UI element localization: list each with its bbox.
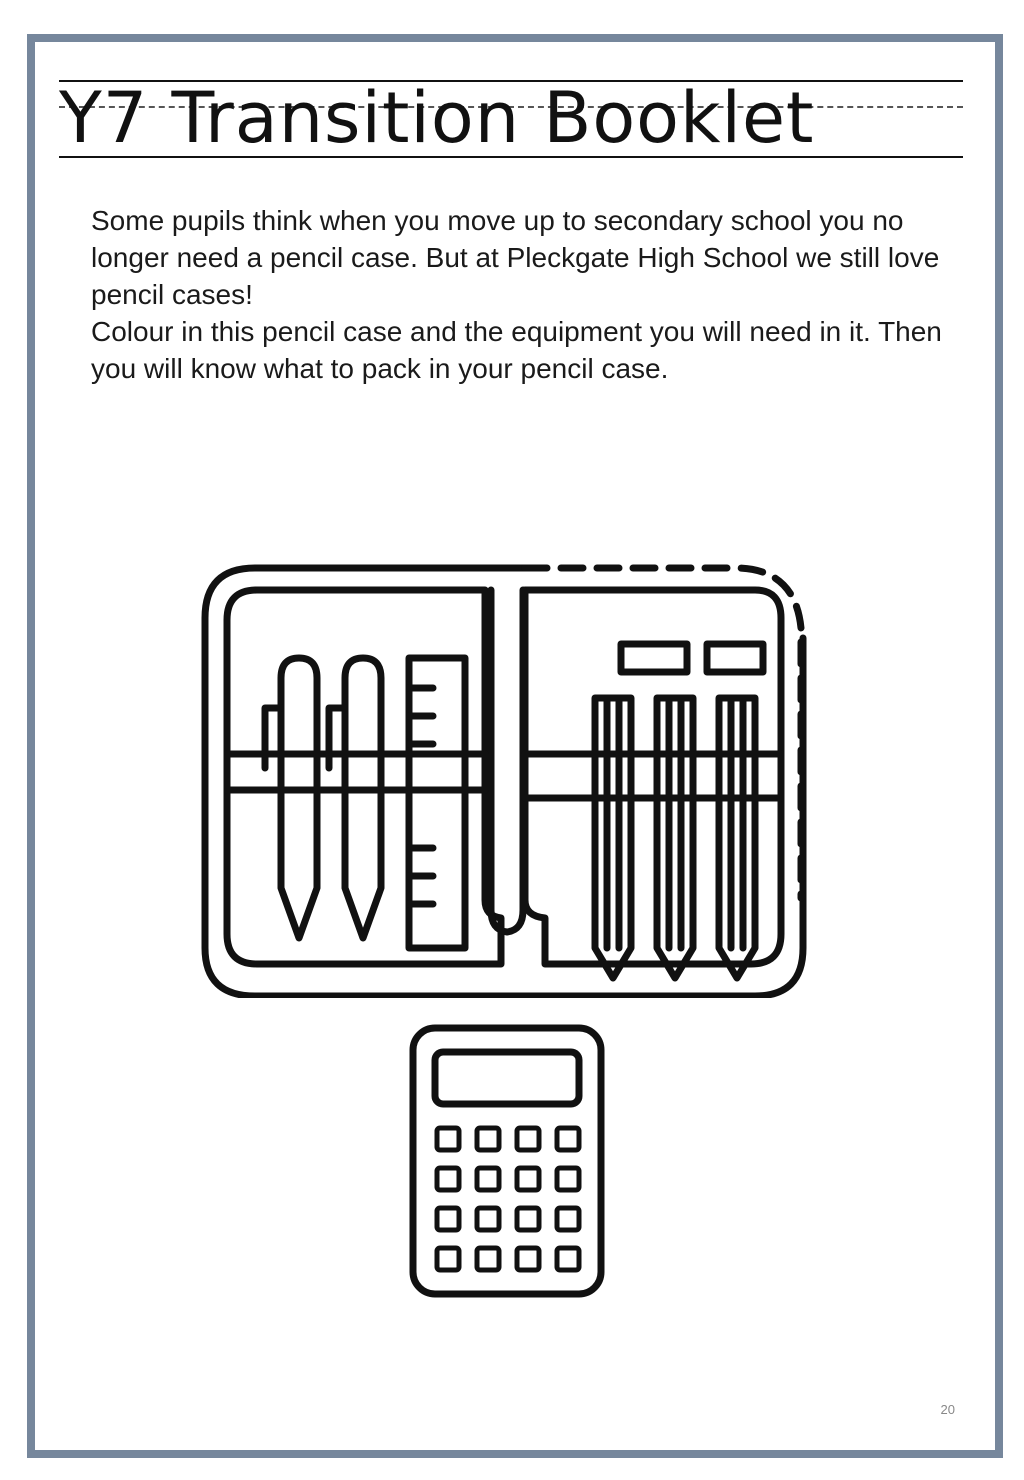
intro-paragraph-2: Colour in this pencil case and the equipment you will need in it. Then you will know what to pack in your pencil case. <box>91 316 942 384</box>
eraser-2 <box>707 644 763 672</box>
calculator-display <box>435 1052 579 1104</box>
page-frame <box>27 34 1003 1458</box>
pencil-1 <box>595 698 631 978</box>
page-title <box>59 76 963 160</box>
page-number: 20 <box>940 1402 955 1417</box>
title-text: Y7 Transition Booklet <box>59 77 815 159</box>
pencil-2 <box>657 698 693 978</box>
calculator-body <box>413 1028 601 1294</box>
case-zip-dashed <box>525 568 801 898</box>
left-compartment <box>227 590 501 964</box>
intro-text <box>91 202 951 387</box>
pencil-3 <box>719 698 755 978</box>
case-spine <box>491 590 523 932</box>
pencil-case-icon <box>195 558 807 998</box>
intro-paragraph-1: Some pupils think when you move up to secondary school you no longer need a pencil case. But at Pleckgate High School we still love pencil cases! <box>91 205 940 310</box>
pen-1 <box>281 658 317 938</box>
pen-2 <box>345 658 381 938</box>
eraser-1 <box>621 644 687 672</box>
calculator-keys <box>437 1128 579 1270</box>
calculator-icon <box>407 1022 607 1300</box>
